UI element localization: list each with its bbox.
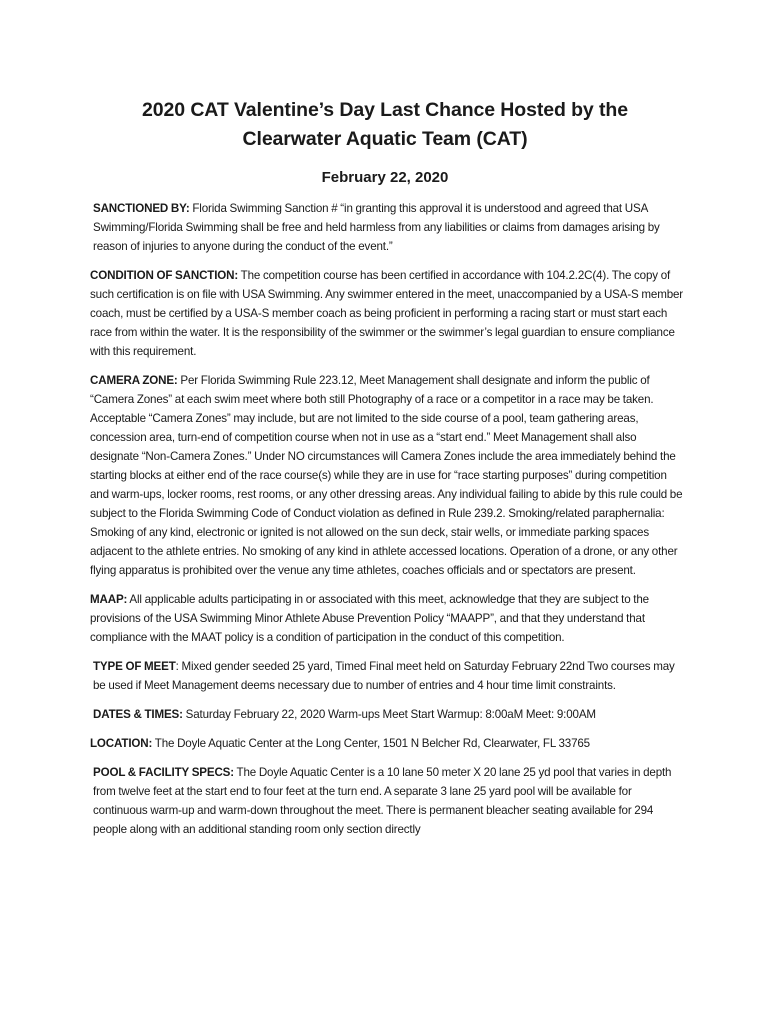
section-text: Per Florida Swimming Rule 223.12, Meet Management shall designate and inform the public of “Camera Zones” at each swim meet where both still Photography of a race or a competitor in a race may be taken. Acceptable “Camera Zones” may include, but are not limited to the side course of a pool, team gathering areas, concession area, turn-end of competition course when not in use as a “start end.” Meet Management shall also designate “Non-Camera Zones.” Under NO circumstances will Camera Zones include the area immediately behind the starting blocks at either end of the race course(s) while they are in use for “race starting purposes” during competition and warm-ups, locker rooms, rest rooms, or any other dressing areas. Any individual failing to abide by this rule could be subject to the Florida Swimming Code of Conduct violation as defined in Rule 239.2. Smoking/related paraphernalia: Smoking of any kind, electronic or ignited is not allowed on the sun deck, stair wells, or immediate parking spaces adjacent to the athlete entries. No smoking of any kind in athlete accessed locations. Operation of a drone, or any other flying apparatus is prohibited over the venue any time athletes, coaches officials and or spectators are present.	[90, 374, 683, 577]
section-text: Florida Swimming Sanction # “in granting this approval it is understood and agreed that USA Swimming/Florida Swimming shall be free and held harmless from any liabilities or claims from damages arising by reason of injuries to anyone during the conduct of the event.”	[93, 202, 660, 253]
section-label: TYPE OF MEET	[93, 660, 176, 673]
section-label: DATES & TIMES:	[93, 708, 183, 721]
section-label: CAMERA ZONE:	[90, 374, 178, 387]
maap-paragraph	[90, 590, 688, 647]
section-label: SANCTIONED BY:	[93, 202, 190, 215]
camera-zone-paragraph	[90, 371, 688, 580]
document-body	[90, 199, 688, 849]
sanctioned-by-paragraph	[90, 199, 688, 256]
title-line-2: Clearwater Aquatic Team (CAT)	[242, 128, 528, 150]
section-label: MAAP:	[90, 593, 128, 606]
section-label: POOL & FACILITY SPECS:	[93, 766, 234, 779]
section-text: Saturday February 22, 2020 Warm-ups Meet Start Warmup: 8:00aM Meet: 9:00AM	[182, 708, 596, 721]
section-text: The competition course has been certified in accordance with 104.2.2C(4). The copy of such certification is on file with USA Swimming. Any swimmer entered in the meet, unaccompanied by a USA-S member coach, must be certified by a USA-S member coach as being proficient in performing a racing start or must start each race from within the water. It is the responsibility of the swimmer or the swimmer’s legal guardian to ensure compliance with this requirement.	[90, 269, 684, 358]
dates-times-paragraph	[90, 705, 688, 724]
section-text: The Doyle Aquatic Center at the Long Center, 1501 N Belcher Rd, Clearwater, FL 33765	[152, 737, 590, 750]
section-label: CONDITION OF SANCTION:	[90, 269, 239, 282]
section-text: The Doyle Aquatic Center is a 10 lane 50 meter X 20 lane 25 yd pool that varies in depth from twelve feet at the start end to four feet at the turn end. A separate 3 lane 25 yard pool will be available for continuous warm-up and warm-down throughout the meet. There is permanent bleacher seating available for 294 people along with an additional standing room only section directly	[93, 766, 672, 836]
section-text: : Mixed gender seeded 25 yard, Timed Final meet held on Saturday February 22nd Two courses may be used if Meet Management deems necessary due to number of entries and 4 hour time limit constraints.	[93, 660, 675, 692]
section-text: All applicable adults participating in or associated with this meet, acknowledge that they are subject to the provisions of the USA Swimming Minor Athlete Abuse Prevention Policy “MAAPP”, and that they understand that compliance with the MAAT policy is a condition of participation in the conduct of this competition.	[90, 593, 649, 644]
location-paragraph	[90, 734, 688, 753]
type-of-meet-paragraph	[90, 657, 688, 695]
meet-date: February 22, 2020	[321, 169, 449, 186]
pool-facility-specs-paragraph	[90, 763, 688, 839]
condition-of-sanction-paragraph	[90, 266, 688, 361]
section-label: LOCATION:	[90, 737, 153, 750]
document-title	[60, 96, 710, 154]
title-line-1: 2020 CAT Valentine’s Day Last Chance Hosted by the	[142, 99, 628, 121]
